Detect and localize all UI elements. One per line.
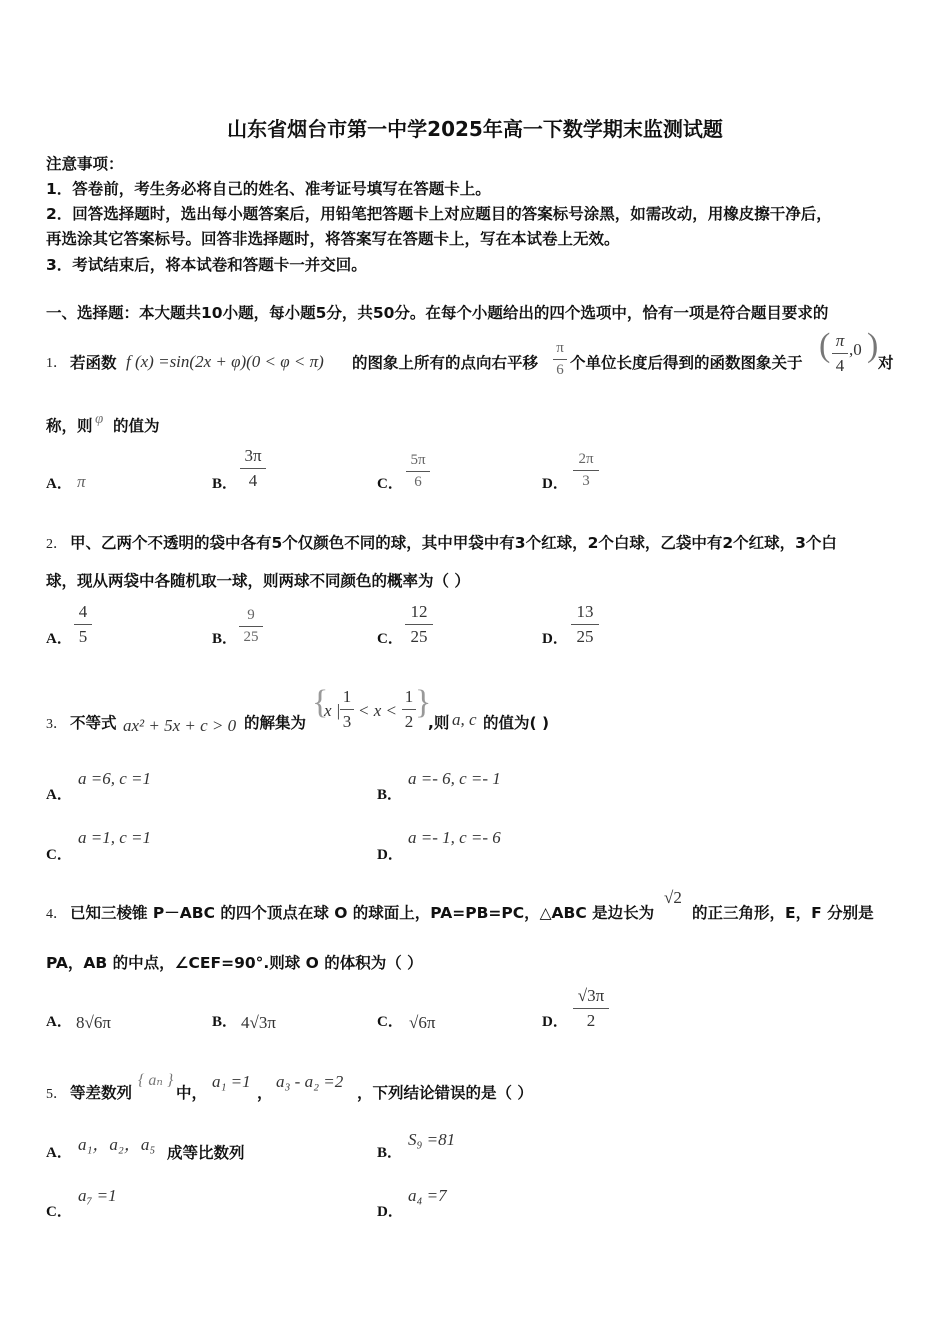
- q1-text-5b: 的值为: [113, 417, 160, 435]
- q1-option-c-label: C．: [377, 476, 403, 492]
- q1-text-1: 若函数: [70, 354, 117, 372]
- q2-line-1: 甲、乙两个不透明的袋中各有5个仅颜色不同的球，其中甲袋中有3个红球，2个白球，乙袋中有2个红球，3个白: [70, 534, 837, 552]
- notice-item-2-cont: 再选涂其它答案标号。回答非选择题时，将答案写在答题卡上，写在本试卷上无效。: [46, 230, 620, 248]
- q3-ac: a, c: [452, 710, 477, 729]
- q1-point-rest: ,0: [849, 340, 862, 359]
- q1-text-5a: 称，则: [46, 417, 93, 435]
- q3-inequality: ax² + 5x + c > 0: [123, 716, 237, 735]
- q5-option-a-label: A．: [46, 1145, 72, 1161]
- q5-option-c-label: C．: [46, 1204, 72, 1220]
- q5-cond-1: a₁ =1: [212, 1072, 251, 1091]
- q1-text-3: 个单位长度后得到的函数图象关于: [570, 354, 803, 372]
- notice-heading: 注意事项：: [46, 155, 124, 173]
- q2-option-a-value: [74, 602, 92, 647]
- q1-option-d-num: 2π: [578, 451, 594, 467]
- q2-option-a-den: 5: [78, 627, 88, 646]
- q1-phi: φ: [95, 411, 104, 427]
- q2-option-c-num: 12: [410, 602, 428, 621]
- q2-option-c-den: 25: [410, 627, 428, 646]
- q1-option-b-value: [240, 446, 266, 491]
- q5-option-b-label: B．: [377, 1145, 403, 1161]
- notice-item-2: 2．回答选择题时，选出每小题答案后，用铅笔把答题卡上对应题目的答案标号涂黑，如需改动，用橡皮擦干净后，: [46, 205, 832, 223]
- q1-point-den: 4: [835, 356, 845, 375]
- q5-text-3: ，下列结论错误的是（ ）: [357, 1084, 533, 1102]
- q1-shift-num: π: [556, 340, 564, 356]
- q2-line-2: 球，现从两袋中各随机取一球，则两球不同颜色的概率为（ ）: [46, 572, 470, 590]
- q3-number: 3．: [46, 717, 67, 732]
- q5-option-d-label: D．: [377, 1204, 403, 1220]
- q4-number: 4．: [46, 907, 67, 922]
- q1-shift-den: 6: [556, 362, 564, 378]
- q4-option-d-num: √3π: [577, 986, 605, 1005]
- q5-text-2: 中，: [176, 1084, 208, 1102]
- q3-option-b-label: B．: [377, 787, 403, 803]
- q3-set-x: x |: [324, 701, 341, 720]
- q4-option-d-value: [573, 986, 609, 1031]
- q1-text-2: 的图象上所有的点向右平移: [352, 354, 539, 372]
- q3-lower-fraction: [340, 687, 354, 732]
- section-heading: 一、选择题：本大题共10小题，每小题5分，共50分。在每个小题给出的四个选项中，恰有一项是符合题目要求的: [46, 304, 829, 322]
- q3-lower-num: 1: [342, 687, 352, 706]
- q1-point-num: π: [835, 331, 845, 350]
- q2-option-b-label: B．: [212, 631, 238, 647]
- notice-item-3: 3．考试结束后，将本试卷和答题卡一并交回。: [46, 256, 367, 274]
- q3-option-d-value: a =- 1, c =- 6: [408, 828, 501, 847]
- q1-point-fraction: [832, 331, 848, 376]
- q3-option-a-value: a =6, c =1: [78, 769, 151, 788]
- q2-option-a-num: 4: [78, 602, 88, 621]
- q1-right-paren: ): [867, 327, 879, 364]
- page-title: 山东省烟台市第一中学2025年高一下数学期末监测试题: [227, 117, 723, 141]
- q2-option-d-den: 25: [576, 627, 594, 646]
- q5-text-1: 等差数列: [70, 1084, 133, 1102]
- q1-option-d-label: D．: [542, 476, 568, 492]
- q3-left-brace: {: [312, 684, 329, 721]
- q4-option-b-label: B．: [212, 1014, 238, 1030]
- q5-option-d-value: a₄ =7: [408, 1186, 447, 1205]
- q5-sequence: { aₙ }: [138, 1072, 174, 1089]
- q4-option-b-value: 4√3π: [241, 1013, 276, 1032]
- q3-option-a-label: A．: [46, 787, 72, 803]
- q1-text-4: 对: [878, 354, 894, 372]
- q1-option-d-value: [573, 451, 599, 490]
- q1-option-b-label: B．: [212, 476, 238, 492]
- q3-option-d-label: D．: [377, 847, 403, 863]
- q1-option-a-label: A．: [46, 476, 72, 492]
- q2-option-b-value: [239, 607, 263, 646]
- q4-option-a-value: 8√6π: [76, 1013, 111, 1032]
- q5-option-a-suffix: 成等比数列: [167, 1144, 245, 1162]
- notice-item-1: 1．答卷前，考生务必将自己的姓名、准考证号填写在答题卡上。: [46, 180, 491, 198]
- q4-option-d-den: 2: [586, 1011, 596, 1030]
- q1-shift-fraction: [553, 340, 567, 379]
- q5-option-c-value: a₇ =1: [78, 1186, 117, 1205]
- q5-option-a-value: a₁，a₂，a₅: [78, 1135, 156, 1154]
- q2-option-d-label: D．: [542, 631, 568, 647]
- q1-option-a-value: π: [77, 472, 86, 491]
- q3-option-b-value: a =- 6, c =- 1: [408, 769, 501, 788]
- q3-text-1: 不等式: [70, 714, 117, 732]
- q2-option-c-label: C．: [377, 631, 403, 647]
- q4-option-c-label: C．: [377, 1014, 403, 1030]
- q4-option-d-label: D．: [542, 1014, 568, 1030]
- q4-line-1a: 已知三棱锥 P－ABC 的四个顶点在球 O 的球面上，PA=PB=PC，△ABC 是边长为: [70, 904, 655, 922]
- q3-upper-fraction: [402, 687, 416, 732]
- q5-cond-2: a₃ - a₂ =2: [276, 1072, 344, 1091]
- q1-function: f (x) =sin(2x + φ)(0 < φ < π): [126, 352, 324, 371]
- q1-option-c-value: [406, 452, 430, 491]
- q3-option-c-label: C．: [46, 847, 72, 863]
- q3-upper-num: 1: [404, 687, 414, 706]
- q4-option-a-label: A．: [46, 1014, 72, 1030]
- q2-number: 2．: [46, 537, 67, 552]
- q1-option-c-num: 5π: [410, 452, 426, 468]
- q3-lower-den: 3: [342, 712, 352, 731]
- q2-option-b-num: 9: [247, 607, 255, 623]
- q3-text-3: ,则: [428, 714, 450, 732]
- q5-separator: ，: [257, 1084, 273, 1102]
- q3-upper-den: 2: [404, 712, 414, 731]
- q4-line-2: PA，AB 的中点，∠CEF=90°.则球 O 的体积为（ ）: [46, 954, 423, 972]
- q2-option-d-value: [571, 602, 599, 647]
- q5-option-b-value: S₉ =81: [408, 1130, 456, 1149]
- q4-sqrt2: √2: [664, 888, 682, 907]
- q1-option-b-den: 4: [248, 471, 258, 490]
- q3-text-4: 的值为( ): [483, 714, 550, 732]
- q1-option-c-den: 6: [414, 474, 422, 490]
- q2-option-c-value: [405, 602, 433, 647]
- q2-option-d-num: 13: [576, 602, 594, 621]
- q3-text-2: 的解集为: [244, 714, 307, 732]
- q4-option-c-value: √6π: [409, 1013, 436, 1032]
- q2-option-b-den: 25: [243, 629, 259, 645]
- q3-right-brace: }: [415, 684, 432, 721]
- q5-number: 5．: [46, 1087, 67, 1102]
- q1-option-b-num: 3π: [244, 446, 262, 465]
- q3-middle: < x <: [358, 701, 397, 720]
- q1-option-d-den: 3: [582, 473, 590, 489]
- q1-number: 1．: [46, 356, 67, 371]
- q2-option-a-label: A．: [46, 631, 72, 647]
- q4-line-1b: 的正三角形，E，F 分别是: [692, 904, 874, 922]
- q3-option-c-value: a =1, c =1: [78, 828, 151, 847]
- q1-left-paren: (: [819, 327, 831, 364]
